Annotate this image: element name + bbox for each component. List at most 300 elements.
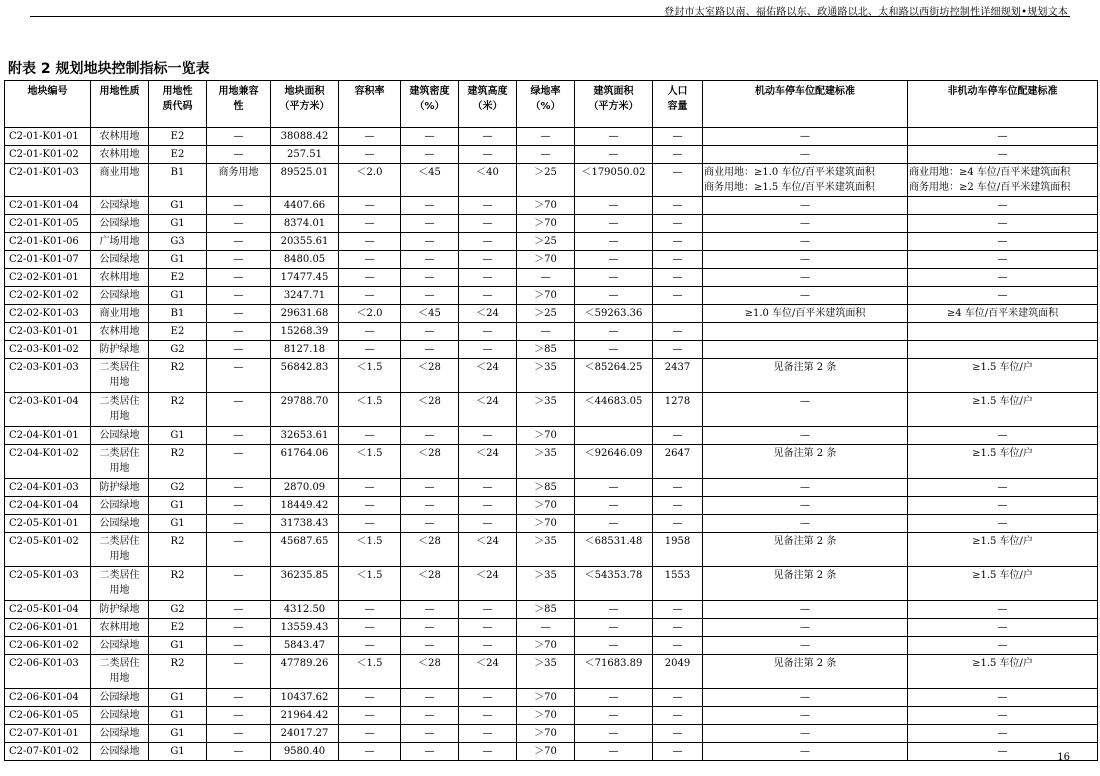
cell-parcel-id: C2-05-K01-04 [5, 601, 91, 619]
cell-parcel-area: 56842.83 [271, 359, 339, 393]
cell-vehicle-parking: 见备注第 2 条 [703, 567, 908, 601]
cell-land-use-code: G1 [149, 725, 207, 743]
table-row [5, 479, 1098, 497]
cell-floor-area: ＜179050.02 [575, 164, 653, 197]
cell-floor-area: — [575, 601, 653, 619]
cell-bicycle-parking: — [908, 197, 1098, 215]
table-title: 附表 2 规划地块控制指标一览表 [8, 61, 210, 77]
table-row [5, 515, 1098, 533]
cell-green-ratio: ＞70 [517, 725, 575, 743]
cell-land-use: 公园绿地 [91, 197, 149, 215]
column-header-land-use: 用地性质 [91, 81, 149, 128]
cell-green-ratio: ＞35 [517, 655, 575, 689]
cell-parcel-area: 24017.27 [271, 725, 339, 743]
cell-population: — [653, 215, 703, 233]
cell-building-density: ＜28 [401, 359, 459, 393]
cell-far: ＜1.5 [339, 393, 401, 427]
cell-land-use-code: E2 [149, 323, 207, 341]
cell-building-density: ＜45 [401, 305, 459, 323]
cell-compatibility: — [207, 427, 271, 445]
cell-floor-area: — [575, 637, 653, 655]
cell-floor-area: — [575, 146, 653, 164]
cell-building-density: — [401, 497, 459, 515]
cell-population: — [653, 479, 703, 497]
cell-building-height: ＜24 [459, 655, 517, 689]
table-row [5, 197, 1098, 215]
table-row [5, 743, 1098, 761]
cell-far: — [339, 743, 401, 761]
cell-green-ratio: ＞35 [517, 567, 575, 601]
cell-compatibility: — [207, 743, 271, 761]
table-row [5, 341, 1098, 359]
cell-building-height: — [459, 619, 517, 637]
cell-land-use-code: G2 [149, 341, 207, 359]
cell-parcel-id: C2-06-K01-01 [5, 619, 91, 637]
cell-floor-area: ＜59263.36 [575, 305, 653, 323]
cell-far: — [339, 637, 401, 655]
cell-compatibility: — [207, 567, 271, 601]
cell-parcel-id: C2-07-K01-01 [5, 725, 91, 743]
table-row [5, 567, 1098, 601]
cell-vehicle-parking: — [703, 251, 908, 269]
cell-green-ratio: ＞25 [517, 233, 575, 251]
cell-compatibility: 商务用地 [207, 164, 271, 197]
cell-building-density: — [401, 619, 459, 637]
column-header-far: 容积率 [339, 81, 401, 128]
cell-parcel-id: C2-06-K01-05 [5, 707, 91, 725]
cell-far: — [339, 269, 401, 287]
cell-bicycle-parking [908, 323, 1098, 341]
cell-land-use: 二类居住 用地 [91, 393, 149, 427]
cell-land-use-code: G1 [149, 497, 207, 515]
cell-land-use-code: R2 [149, 393, 207, 427]
table-row [5, 445, 1098, 479]
cell-parcel-area: 61764.06 [271, 445, 339, 479]
cell-building-height: — [459, 427, 517, 445]
cell-building-height: ＜24 [459, 305, 517, 323]
cell-parcel-area: 18449.42 [271, 497, 339, 515]
cell-parcel-id: C2-01-K01-02 [5, 146, 91, 164]
cell-land-use-code: E2 [149, 146, 207, 164]
cell-vehicle-parking: — [703, 215, 908, 233]
cell-building-density: — [401, 287, 459, 305]
cell-building-height: — [459, 269, 517, 287]
cell-land-use: 二类居住 用地 [91, 655, 149, 689]
cell-building-density: — [401, 637, 459, 655]
cell-floor-area: — [575, 341, 653, 359]
cell-far: — [339, 479, 401, 497]
cell-vehicle-parking: — [703, 233, 908, 251]
cell-land-use-code: G1 [149, 287, 207, 305]
cell-building-density: — [401, 341, 459, 359]
cell-vehicle-parking: — [703, 393, 908, 427]
cell-vehicle-parking: — [703, 128, 908, 146]
cell-bicycle-parking: ≥1.5 车位/户 [908, 445, 1098, 479]
cell-parcel-id: C2-06-K01-04 [5, 689, 91, 707]
cell-land-use: 公园绿地 [91, 743, 149, 761]
cell-floor-area: — [575, 479, 653, 497]
cell-green-ratio: ＞35 [517, 445, 575, 479]
table-header-row [5, 81, 1098, 128]
cell-green-ratio: — [517, 619, 575, 637]
cell-parcel-id: C2-02-K01-01 [5, 269, 91, 287]
cell-green-ratio: ＞70 [517, 515, 575, 533]
cell-compatibility: — [207, 637, 271, 655]
cell-far: — [339, 341, 401, 359]
cell-bicycle-parking [908, 341, 1098, 359]
cell-compatibility: — [207, 619, 271, 637]
cell-building-density: — [401, 743, 459, 761]
cell-parcel-id: C2-05-K01-01 [5, 515, 91, 533]
cell-land-use: 公园绿地 [91, 287, 149, 305]
cell-floor-area: — [575, 287, 653, 305]
cell-population: — [653, 269, 703, 287]
cell-bicycle-parking: — [908, 128, 1098, 146]
cell-land-use: 公园绿地 [91, 251, 149, 269]
cell-floor-area: — [575, 233, 653, 251]
cell-population: — [653, 341, 703, 359]
cell-parcel-area: 17477.45 [271, 269, 339, 287]
cell-land-use-code: E2 [149, 128, 207, 146]
cell-compatibility: — [207, 601, 271, 619]
cell-parcel-id: C2-05-K01-02 [5, 533, 91, 567]
cell-population: — [653, 601, 703, 619]
table-row [5, 128, 1098, 146]
cell-floor-area: ＜92646.09 [575, 445, 653, 479]
cell-vehicle-parking [703, 323, 908, 341]
cell-population: 1958 [653, 533, 703, 567]
cell-building-density: — [401, 515, 459, 533]
cell-parcel-area: 47789.26 [271, 655, 339, 689]
cell-bicycle-parking: — [908, 251, 1098, 269]
cell-building-height: — [459, 146, 517, 164]
cell-floor-area: — [575, 619, 653, 637]
cell-parcel-id: C2-01-K01-05 [5, 215, 91, 233]
cell-population: — [653, 743, 703, 761]
cell-parcel-area: 8127.18 [271, 341, 339, 359]
cell-bicycle-parking: ≥1.5 车位/户 [908, 567, 1098, 601]
cell-parcel-id: C2-01-K01-01 [5, 128, 91, 146]
cell-land-use: 商业用地 [91, 305, 149, 323]
cell-floor-area: — [575, 251, 653, 269]
cell-land-use: 农林用地 [91, 619, 149, 637]
cell-land-use-code: G1 [149, 515, 207, 533]
cell-land-use-code: G1 [149, 251, 207, 269]
column-header-parcel-id: 地块编号 [5, 81, 91, 128]
cell-bicycle-parking: — [908, 637, 1098, 655]
cell-land-use-code: R2 [149, 655, 207, 689]
cell-far: — [339, 197, 401, 215]
cell-population: — [653, 128, 703, 146]
cell-building-density: — [401, 251, 459, 269]
cell-green-ratio: ＞70 [517, 707, 575, 725]
cell-floor-area: ＜85264.25 [575, 359, 653, 393]
cell-land-use: 二类居住 用地 [91, 359, 149, 393]
cell-green-ratio: ＞35 [517, 393, 575, 427]
cell-parcel-area: 36235.85 [271, 567, 339, 601]
cell-vehicle-parking: — [703, 619, 908, 637]
cell-far: — [339, 215, 401, 233]
cell-population: — [653, 146, 703, 164]
table-row [5, 497, 1098, 515]
cell-vehicle-parking: — [703, 146, 908, 164]
cell-population: 1553 [653, 567, 703, 601]
table-row [5, 655, 1098, 689]
cell-far: — [339, 287, 401, 305]
cell-parcel-id: C2-04-K01-02 [5, 445, 91, 479]
cell-parcel-id: C2-01-K01-06 [5, 233, 91, 251]
cell-population: — [653, 497, 703, 515]
cell-parcel-id: C2-03-K01-03 [5, 359, 91, 393]
cell-land-use-code: E2 [149, 619, 207, 637]
cell-land-use-code: G1 [149, 427, 207, 445]
cell-population: 1278 [653, 393, 703, 427]
cell-building-height: ＜40 [459, 164, 517, 197]
cell-building-density: ＜28 [401, 567, 459, 601]
cell-bicycle-parking: — [908, 619, 1098, 637]
cell-parcel-area: 13559.43 [271, 619, 339, 637]
cell-compatibility: — [207, 128, 271, 146]
cell-parcel-id: C2-04-K01-01 [5, 427, 91, 445]
cell-far: — [339, 128, 401, 146]
cell-green-ratio: ＞70 [517, 743, 575, 761]
header-divider [30, 16, 1070, 17]
cell-population: 2437 [653, 359, 703, 393]
cell-floor-area: — [575, 323, 653, 341]
cell-building-height: — [459, 743, 517, 761]
table-row [5, 287, 1098, 305]
cell-floor-area: — [575, 515, 653, 533]
cell-land-use-code: R2 [149, 359, 207, 393]
cell-parcel-area: 31738.43 [271, 515, 339, 533]
cell-land-use-code: G1 [149, 689, 207, 707]
cell-vehicle-parking: — [703, 479, 908, 497]
cell-parcel-area: 29631.68 [271, 305, 339, 323]
cell-building-height: — [459, 215, 517, 233]
cell-vehicle-parking: ≥1.0 车位/百平米建筑面积 [703, 305, 908, 323]
cell-floor-area [575, 427, 653, 445]
cell-floor-area: — [575, 743, 653, 761]
cell-land-use: 农林用地 [91, 323, 149, 341]
table-row [5, 305, 1098, 323]
cell-compatibility: — [207, 269, 271, 287]
cell-building-density: — [401, 146, 459, 164]
cell-bicycle-parking: — [908, 601, 1098, 619]
cell-land-use: 二类居住 用地 [91, 445, 149, 479]
cell-vehicle-parking: — [703, 743, 908, 761]
cell-land-use-code: R2 [149, 445, 207, 479]
cell-compatibility: — [207, 497, 271, 515]
cell-parcel-id: C2-01-K01-07 [5, 251, 91, 269]
cell-vehicle-parking: 见备注第 2 条 [703, 359, 908, 393]
cell-floor-area: — [575, 725, 653, 743]
cell-land-use: 二类居住 用地 [91, 567, 149, 601]
cell-population: — [653, 233, 703, 251]
cell-population: — [653, 287, 703, 305]
cell-land-use: 公园绿地 [91, 689, 149, 707]
table-row [5, 707, 1098, 725]
cell-vehicle-parking: — [703, 197, 908, 215]
cell-green-ratio: — [517, 128, 575, 146]
cell-compatibility: — [207, 197, 271, 215]
cell-building-height: — [459, 287, 517, 305]
cell-floor-area: — [575, 689, 653, 707]
cell-vehicle-parking: — [703, 707, 908, 725]
cell-bicycle-parking: ≥1.5 车位/户 [908, 393, 1098, 427]
cell-building-density: ＜45 [401, 164, 459, 197]
cell-parcel-area: 21964.42 [271, 707, 339, 725]
cell-population: — [653, 515, 703, 533]
cell-building-density: — [401, 725, 459, 743]
cell-population: — [653, 725, 703, 743]
cell-parcel-area: 29788.70 [271, 393, 339, 427]
cell-compatibility: — [207, 287, 271, 305]
cell-vehicle-parking: 见备注第 2 条 [703, 445, 908, 479]
cell-building-height: — [459, 725, 517, 743]
table-row [5, 323, 1098, 341]
cell-building-height: ＜24 [459, 445, 517, 479]
cell-compatibility: — [207, 305, 271, 323]
cell-parcel-area: 257.51 [271, 146, 339, 164]
table-row [5, 146, 1098, 164]
cell-land-use: 广场用地 [91, 233, 149, 251]
cell-vehicle-parking: — [703, 689, 908, 707]
cell-green-ratio: ＞35 [517, 533, 575, 567]
table-row [5, 393, 1098, 427]
column-header-building-height: 建筑高度 （米） [459, 81, 517, 128]
cell-parcel-area: 15268.39 [271, 323, 339, 341]
cell-land-use: 公园绿地 [91, 427, 149, 445]
cell-green-ratio: — [517, 269, 575, 287]
cell-land-use: 防护绿地 [91, 341, 149, 359]
cell-far: ＜2.0 [339, 305, 401, 323]
control-index-table [4, 80, 1098, 761]
cell-vehicle-parking: — [703, 287, 908, 305]
table-row [5, 233, 1098, 251]
cell-building-height: — [459, 637, 517, 655]
cell-far: — [339, 515, 401, 533]
cell-green-ratio: ＞25 [517, 164, 575, 197]
cell-floor-area: — [575, 215, 653, 233]
cell-population: — [653, 637, 703, 655]
cell-far: — [339, 427, 401, 445]
cell-parcel-id: C2-01-K01-04 [5, 197, 91, 215]
table-row [5, 533, 1098, 567]
cell-bicycle-parking: — [908, 269, 1098, 287]
cell-land-use: 农林用地 [91, 269, 149, 287]
cell-building-density: — [401, 427, 459, 445]
cell-parcel-id: C2-06-K01-03 [5, 655, 91, 689]
cell-parcel-area: 4407.66 [271, 197, 339, 215]
cell-building-height: — [459, 197, 517, 215]
cell-land-use-code: G1 [149, 707, 207, 725]
cell-floor-area: — [575, 497, 653, 515]
cell-green-ratio: — [517, 146, 575, 164]
cell-land-use: 公园绿地 [91, 515, 149, 533]
cell-far: — [339, 233, 401, 251]
cell-green-ratio: ＞70 [517, 287, 575, 305]
cell-population: — [653, 323, 703, 341]
cell-far: — [339, 601, 401, 619]
cell-bicycle-parking: — [908, 146, 1098, 164]
cell-land-use: 防护绿地 [91, 601, 149, 619]
cell-land-use: 公园绿地 [91, 497, 149, 515]
cell-floor-area: ＜54353.78 [575, 567, 653, 601]
cell-parcel-id: C2-03-K01-01 [5, 323, 91, 341]
cell-bicycle-parking: 商业用地：≥4 车位/百平米建筑面积 商务用地：≥2 车位/百平米建筑面积 [908, 164, 1098, 197]
cell-building-height: — [459, 479, 517, 497]
cell-bicycle-parking: — [908, 725, 1098, 743]
cell-bicycle-parking: — [908, 515, 1098, 533]
cell-building-height: — [459, 341, 517, 359]
cell-vehicle-parking: — [703, 497, 908, 515]
cell-far: ＜1.5 [339, 445, 401, 479]
cell-land-use-code: R2 [149, 567, 207, 601]
cell-building-density: — [401, 197, 459, 215]
cell-green-ratio: — [517, 323, 575, 341]
cell-building-height: — [459, 515, 517, 533]
cell-far: — [339, 323, 401, 341]
cell-far: ＜1.5 [339, 567, 401, 601]
cell-compatibility: — [207, 359, 271, 393]
cell-bicycle-parking: — [908, 479, 1098, 497]
column-header-compatibility: 用地兼容 性 [207, 81, 271, 128]
cell-population: — [653, 197, 703, 215]
cell-building-height: — [459, 497, 517, 515]
cell-compatibility: — [207, 215, 271, 233]
cell-building-height: — [459, 251, 517, 269]
cell-parcel-id: C2-03-K01-04 [5, 393, 91, 427]
cell-far: — [339, 619, 401, 637]
cell-floor-area: ＜68531.48 [575, 533, 653, 567]
cell-far: ＜1.5 [339, 359, 401, 393]
cell-compatibility: — [207, 393, 271, 427]
cell-vehicle-parking: — [703, 515, 908, 533]
cell-parcel-area: 8480.05 [271, 251, 339, 269]
cell-green-ratio: ＞85 [517, 341, 575, 359]
table-body [5, 128, 1098, 761]
cell-vehicle-parking: 商业用地：≥1.0 车位/百平米建筑面积 商务用地：≥1.5 车位/百平米建筑面积 [703, 164, 908, 197]
cell-floor-area: — [575, 197, 653, 215]
cell-land-use-code: E2 [149, 269, 207, 287]
cell-population: 2647 [653, 445, 703, 479]
column-header-population: 人口 容量 [653, 81, 703, 128]
cell-land-use-code: R2 [149, 533, 207, 567]
cell-green-ratio: ＞70 [517, 197, 575, 215]
cell-bicycle-parking: — [908, 287, 1098, 305]
cell-building-height: — [459, 601, 517, 619]
cell-building-density: — [401, 601, 459, 619]
cell-population: — [653, 619, 703, 637]
cell-land-use-code: G2 [149, 479, 207, 497]
column-header-building-density: 建筑密度 （%） [401, 81, 459, 128]
table-row [5, 359, 1098, 393]
cell-land-use: 公园绿地 [91, 637, 149, 655]
cell-building-density: ＜28 [401, 445, 459, 479]
cell-building-height: — [459, 689, 517, 707]
cell-compatibility: — [207, 251, 271, 269]
cell-green-ratio: ＞70 [517, 497, 575, 515]
cell-vehicle-parking [703, 341, 908, 359]
cell-building-density: — [401, 689, 459, 707]
cell-far: — [339, 497, 401, 515]
cell-building-density: ＜28 [401, 393, 459, 427]
column-header-green-ratio: 绿地率 （%） [517, 81, 575, 128]
cell-vehicle-parking: — [703, 601, 908, 619]
table-row [5, 251, 1098, 269]
cell-far: — [339, 725, 401, 743]
cell-land-use-code: B1 [149, 164, 207, 197]
